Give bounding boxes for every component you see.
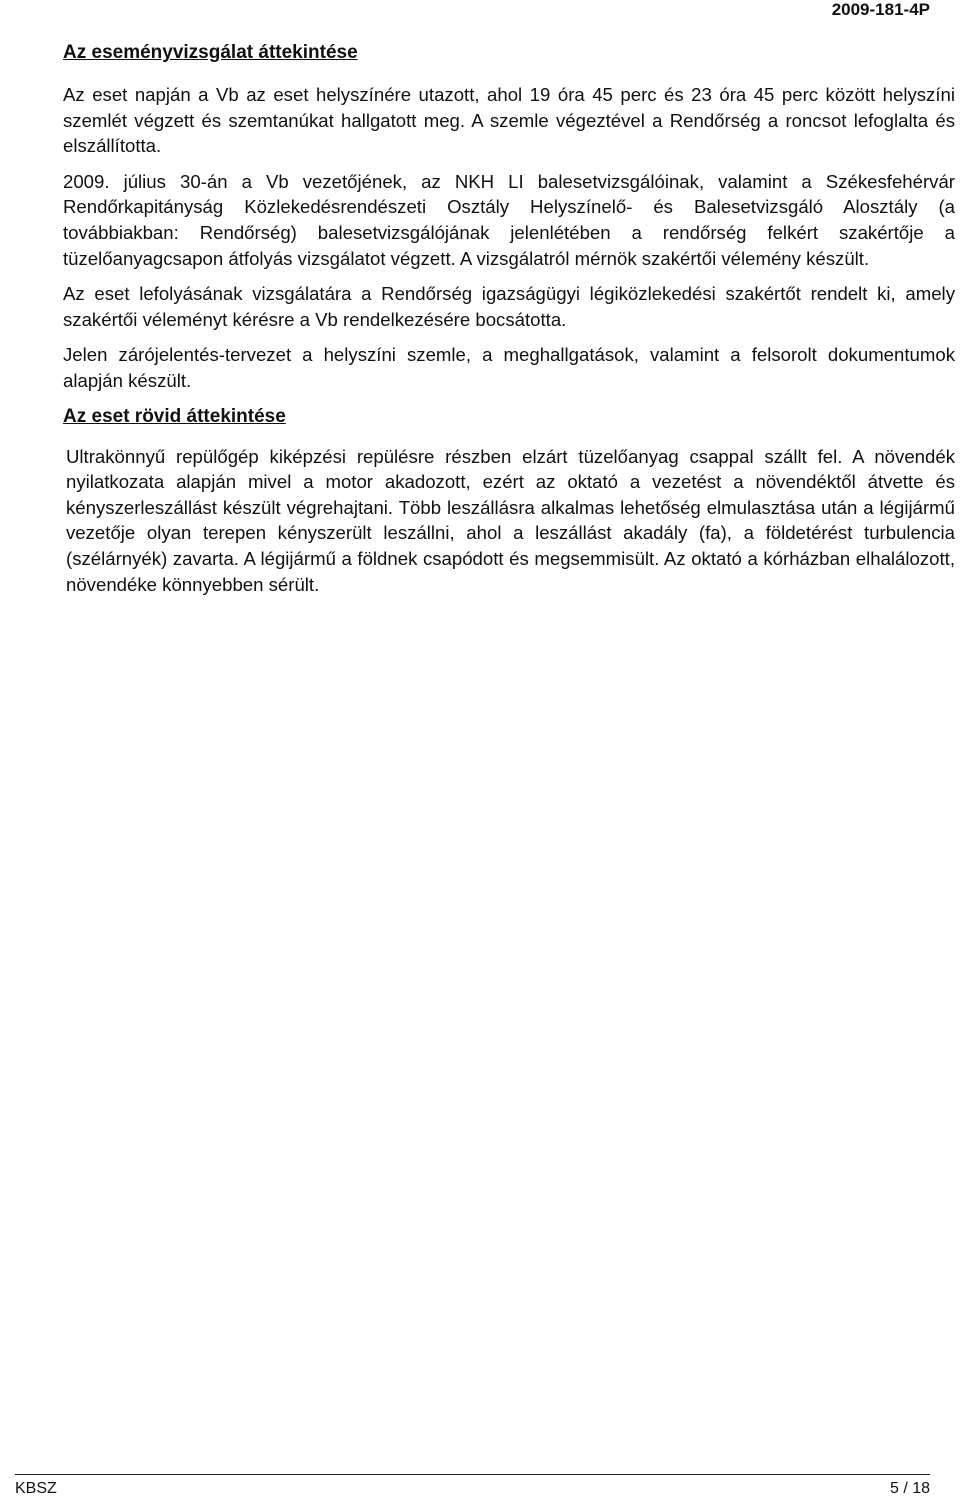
paragraph-expert-opinion: Az eset lefolyásának vizsgálatára a Rendőrség igazságügyi légiközlekedési szakértőt rendelt ki, amely szakértői véleményt kérésre a Vb rendelkezésére bocsátotta. (63, 283, 955, 330)
document-body (63, 40, 955, 607)
footer-organization: KBSZ (15, 1480, 57, 1497)
document-code: 2009-181-4P (831, 0, 930, 19)
paragraph-brief-summary: Ultrakönnyű repülőgép kiképzési repülésre részben elzárt tüzelőanyag csappal szállt fel. A növendék nyilatkozata alapján mivel a motor akadozott, ezért az oktató a vezetést a növendéktől átvette és kényszerleszállást készült végrehajtani. Több leszállásra alkalmas lehetőség elmulasztása után a légijármű vezetője olyan terepen kényszerült leszállni, ahol a leszállást akadály (fa), a földetérést turbulencia (szélárnyék) zavarta. A légijármű a földnek csapódott és megsemmisült. Az oktató a kórházban elhalálozott, növendéke könnyebben sérült. (66, 445, 955, 595)
section-title-brief-summary: Az eset rövid áttekintése (63, 405, 286, 427)
page-number: 5 / 18 (889, 1480, 930, 1497)
section-title-overview: Az eseményvizsgálat áttekintése (63, 42, 358, 63)
paragraph-fuel-valve-test: 2009. július 30-án a Vb vezetőjének, az NKH LI balesetvizsgálóinak, valamint a Székesfehérvár Rendőrkapitányság Közlekedésrendészeti Osztály Helyszínelő- és Balesetvizsgáló Alosztály (a továbbiakban: Rendőrség) balesetvizsgálójának jelenlétében a rendőrség felkért szakértője a tüzelőanyagcsapon átfolyás vizsgálatot végzett. A vizsgálatról mérnök szakértői vélemény készült. (63, 170, 955, 269)
paragraph-report-basis: Jelen zárójelentés-tervezet a helyszíni szemle, a meghallgatások, valamint a felsorolt dokumentumok alapján készült. (63, 344, 955, 391)
paragraph-site-inspection: Az eset napján a Vb az eset helyszínére utazott, ahol 19 óra 45 perc és 23 óra 45 perc között helyszíni szemlét végzett és szemtanúkat hallgatott meg. A szemle végeztével a Rendőrség a roncsot lefoglalta és elszállította. (63, 84, 955, 157)
page-footer (15, 1474, 930, 1503)
